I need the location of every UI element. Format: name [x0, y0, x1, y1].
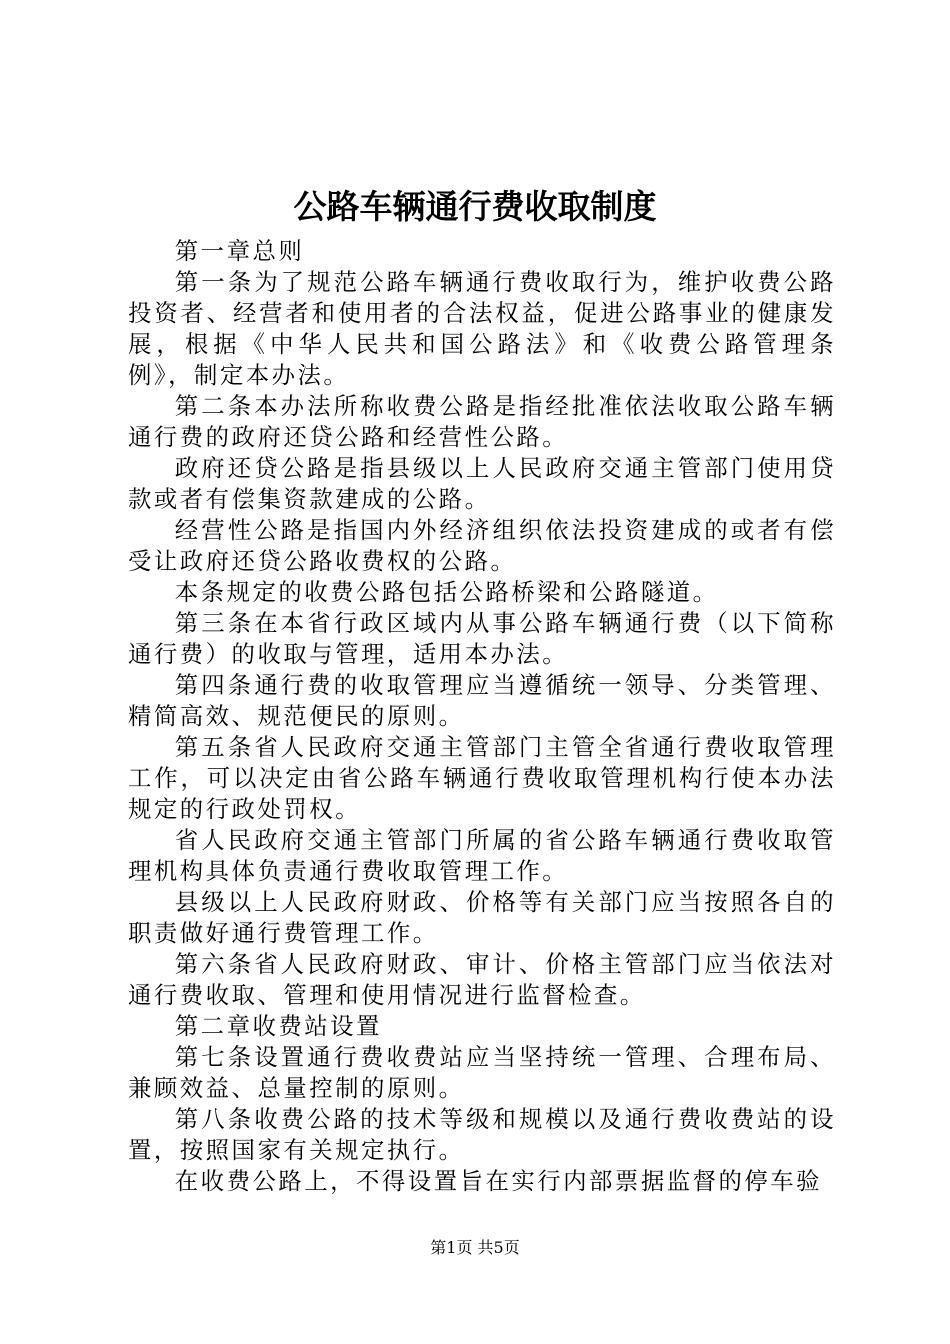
chapter-heading: 第二章收费站设置 — [174, 1012, 382, 1040]
paragraph: 第七条设置通行费收费站应当坚持统一管理、合理布局、兼顾效益、总量控制的原则。 — [128, 1043, 836, 1102]
page-number-footer: 第1页 共5页 — [430, 1238, 520, 1257]
document-body — [128, 236, 836, 1197]
paragraph: 县级以上人民政府财政、价格等有关部门应当按照各自的职责做好通行费管理工作。 — [128, 888, 836, 947]
paragraph: 第二条本办法所称收费公路是指经批准依法收取公路车辆通行费的政府还贷公路和经营性公路。 — [128, 392, 836, 451]
paragraph: 第一条为了规范公路车辆通行费收取行为，维护收费公路投资者、经营者和使用者的合法权益，促进公路事业的健康发展，根据《中华人民共和国公路法》和《收费公路管理条例》，制定本办法。 — [128, 268, 836, 389]
paragraph: 政府还贷公路是指县级以上人民政府交通主管部门使用贷款或者有偿集资款建成的公路。 — [128, 454, 836, 513]
paragraph: 第四条通行费的收取管理应当遵循统一领导、分类管理、精简高效、规范便民的原则。 — [128, 671, 836, 730]
paragraph: 经营性公路是指国内外经济组织依法投资建成的或者有偿受让政府还贷公路收费权的公路。 — [128, 516, 836, 575]
paragraph: 在收费公路上，不得设置旨在实行内部票据监督的停车验 — [174, 1167, 823, 1195]
paragraph: 第五条省人民政府交通主管部门主管全省通行费收取管理工作，可以决定由省公路车辆通行费收取管理机构行使本办法规定的行政处罚权。 — [128, 733, 836, 823]
document-title: 公路车辆通行费收取制度 — [293, 187, 657, 226]
chapter-heading: 第一章总则 — [174, 237, 305, 265]
paragraph: 第三条在本省行政区域内从事公路车辆通行费（以下简称通行费）的收取与管理，适用本办法。 — [128, 609, 836, 668]
paragraph: 省人民政府交通主管部门所属的省公路车辆通行费收取管理机构具体负责通行费收取管理工作。 — [128, 826, 836, 885]
paragraph: 第八条收费公路的技术等级和规模以及通行费收费站的设置，按照国家有关规定执行。 — [128, 1105, 836, 1164]
paragraph: 本条规定的收费公路包括公路桥梁和公路隧道。 — [174, 578, 719, 606]
paragraph: 第六条省人民政府财政、审计、价格主管部门应当依法对通行费收取、管理和使用情况进行监督检查。 — [128, 950, 836, 1009]
